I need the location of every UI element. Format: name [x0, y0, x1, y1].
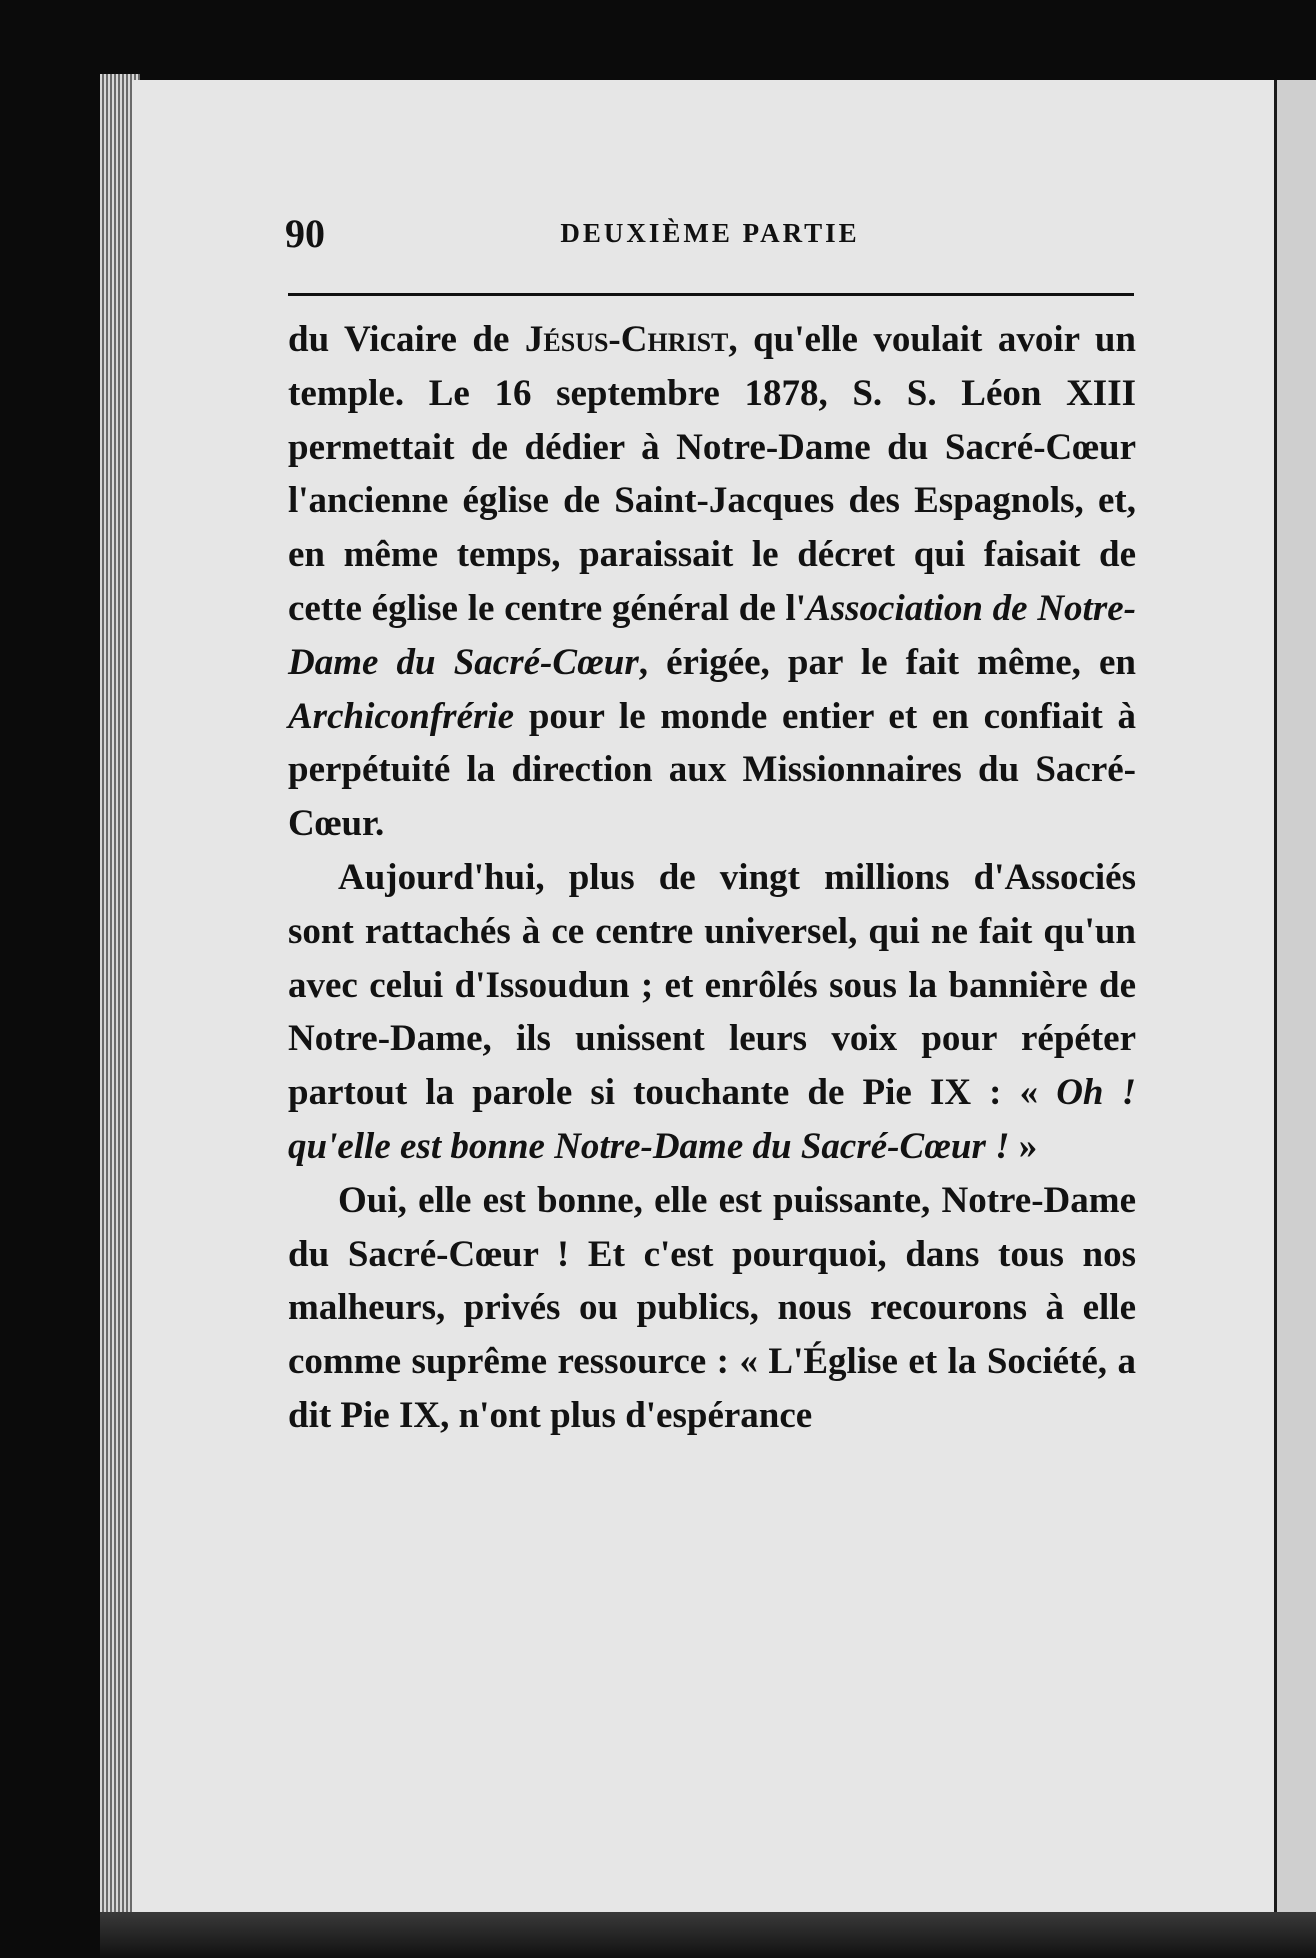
book-bottom-edge [100, 1912, 1316, 1958]
text-run: » [1009, 1125, 1038, 1167]
text-run: du Vicaire de [288, 319, 525, 360]
text-run: pour le monde entier et en confiait à perpétuité la direction aux Missionnaires du Sacré-Cœur. [288, 695, 1136, 845]
small-caps-run: Jésus-Christ [524, 319, 729, 360]
header-rule [288, 293, 1134, 296]
italic-run: Association de Notre-Dame du Sacré-Cœur [288, 587, 1136, 683]
text-run: Oui, elle est bonne, elle est puissante, Notre-Dame du Sacré-Cœur ! Et c'est pourquoi, dans tous nos malheurs, privés ou publics, nous recourons à elle comme suprême ressource : « L'Église et la Société, a dit Pie IX, n'ont plus d'espérance [288, 1179, 1136, 1436]
text-run: Aujourd'hui, plus de vingt millions d'Associés sont rattachés à ce centre universel, qui ne fait qu'un avec celui d'Issoudun ; et enrôlés sous la bannière de Notre-Dame, ils unissent leurs voix pour répéter partout la parole si touchante de Pie IX : « [288, 856, 1136, 1114]
page-number: 90 [285, 211, 325, 256]
paragraph-2 [288, 851, 1136, 1174]
paragraph-1 [288, 313, 1136, 851]
paragraph-3 [288, 1174, 1136, 1443]
facing-page-edge [1274, 80, 1316, 1912]
text-run: , érigée, par le fait même, en [638, 641, 1136, 683]
text-run: , qu'elle voulait avoir un temple. Le 16 septembre 1878, S. S. Léon XIII permettait de dédier à Notre-Dame du Sacré-Cœur l'ancienne église de Saint-Jacques des Espagnols, et, en même temps, paraissait le décret qui faisait de cette église le centre général de l' [288, 319, 1136, 629]
body-text [288, 313, 1136, 1443]
italic-run: Oh ! qu'elle est bonne Notre-Dame du Sacré-Cœur ! [288, 1072, 1136, 1167]
page-header [285, 210, 1135, 260]
running-head: DEUXIÈME PARTIE [560, 218, 860, 248]
italic-run: Archiconfrérie [288, 695, 515, 737]
